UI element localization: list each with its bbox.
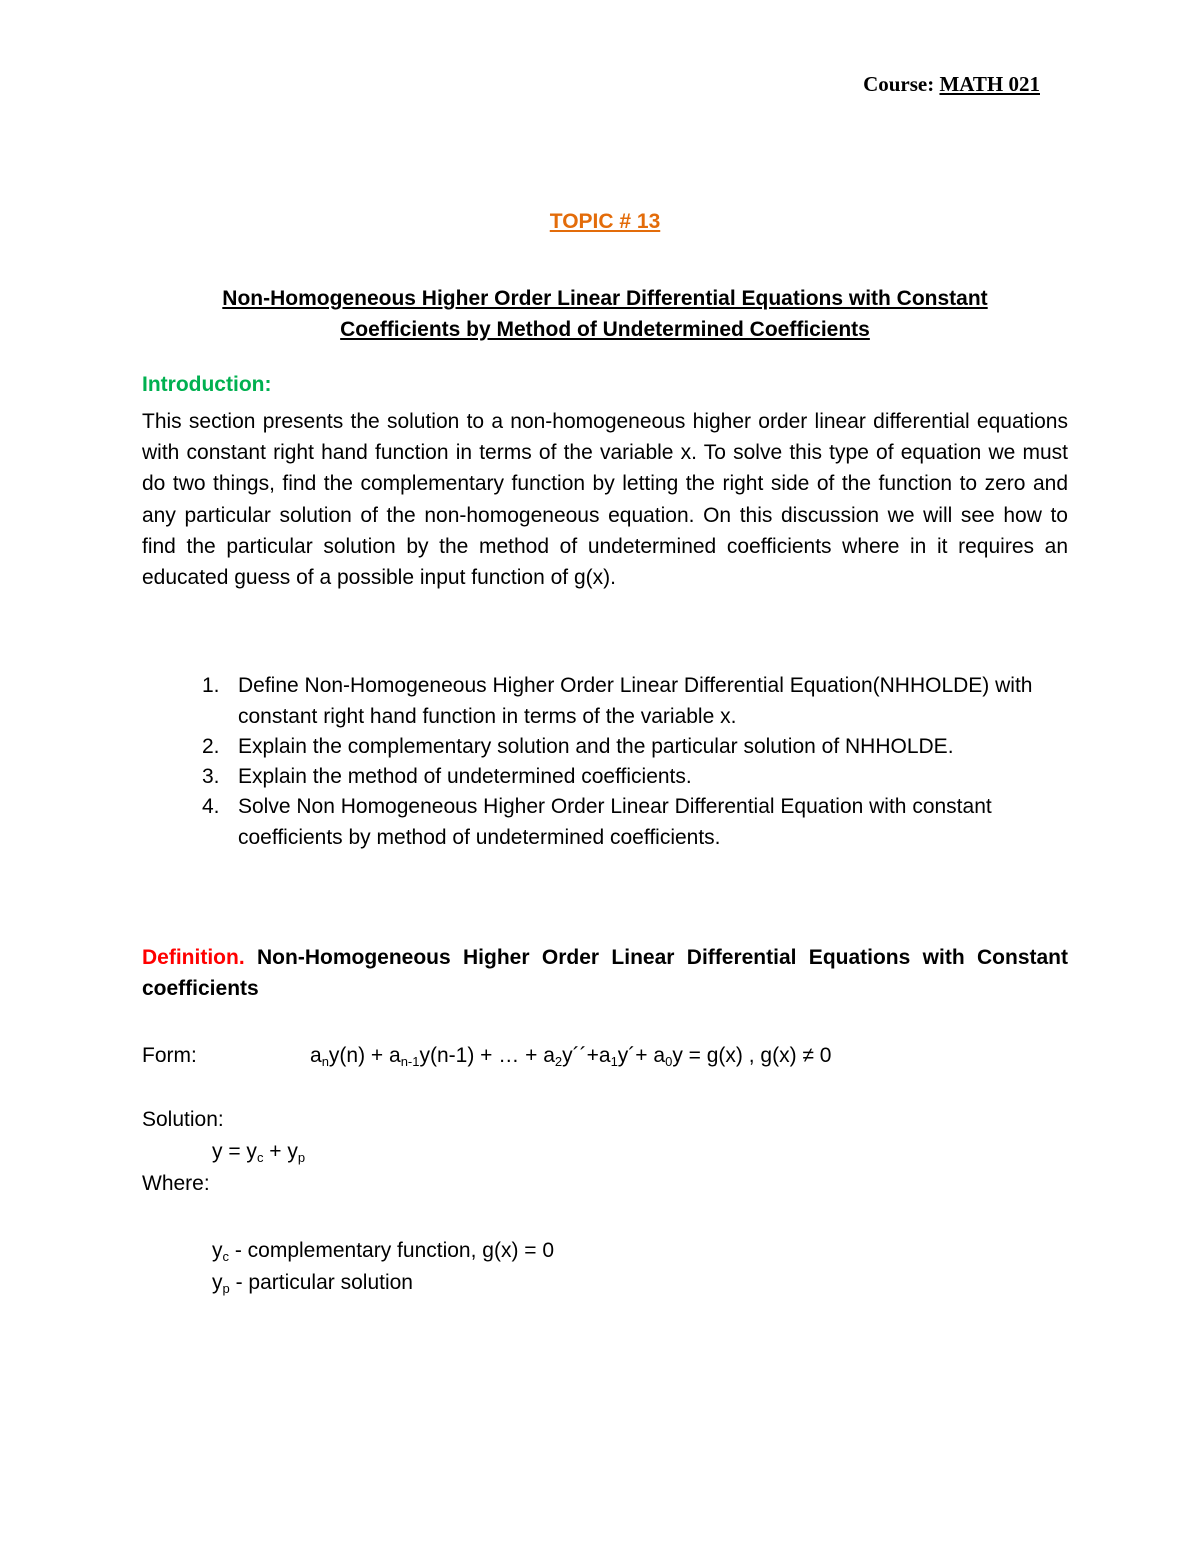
- introduction-heading: Introduction:: [142, 373, 272, 396]
- course-header: [863, 72, 1040, 97]
- topic-heading: TOPIC # 13: [549, 210, 661, 233]
- eq-term: y´´+a: [562, 1044, 611, 1067]
- eq-term: y: [212, 1239, 223, 1262]
- list-item-number: 1.: [202, 674, 220, 697]
- course-code: MATH 021: [939, 72, 1040, 96]
- eq-term: y = y: [212, 1140, 257, 1163]
- eq-subscript: c: [222, 1249, 229, 1264]
- yp-description: - particular solution: [229, 1271, 413, 1294]
- solution-equation: [212, 1140, 305, 1164]
- eq-subscript: p: [222, 1281, 230, 1296]
- list-item-number: 3.: [202, 765, 220, 788]
- eq-subscript: n: [321, 1054, 329, 1069]
- title-line-1: Non-Homogeneous Higher Order Linear Differential Equations with Constant: [222, 287, 988, 310]
- where-label: Where:: [142, 1172, 210, 1195]
- eq-term: y(n) + a: [328, 1044, 401, 1067]
- eq-subscript: 0: [665, 1054, 673, 1069]
- list-item: [142, 670, 1068, 732]
- solution-label: Solution:: [142, 1108, 224, 1131]
- objectives-list: [142, 670, 1068, 852]
- list-item-text: Explain the method of undetermined coefficients.: [238, 765, 692, 788]
- list-item-number: 2.: [202, 735, 220, 758]
- definition-label: Definition.: [142, 946, 245, 969]
- form-equation: [310, 1044, 831, 1068]
- eq-term: y = g(x) , g(x) ≠ 0: [672, 1044, 832, 1067]
- list-item: [142, 791, 1068, 853]
- list-item: [142, 761, 1068, 792]
- eq-subscript: 1: [610, 1054, 618, 1069]
- yc-description: - complementary function, g(x) = 0: [229, 1239, 555, 1262]
- eq-term: y´+ a: [617, 1044, 666, 1067]
- yp-definition: [212, 1271, 413, 1295]
- title-line-2: Coefficients by Method of Undetermined Coefficients: [340, 318, 870, 341]
- list-item-number: 4.: [202, 795, 220, 818]
- eq-term: a: [310, 1044, 322, 1067]
- form-label: Form:: [142, 1044, 197, 1067]
- eq-subscript: c: [256, 1150, 264, 1165]
- yc-definition: [212, 1239, 554, 1263]
- definition-block: [142, 942, 1068, 1004]
- document-title: [142, 283, 1068, 345]
- introduction-body: This section presents the solution to a non-homogeneous higher order linear differential equations with constant right hand function in terms of the variable x. To solve this type of equation we must do two things, find the complementary function by letting the right side of the function to zero and any particular solution of the non-homogeneous equation. On this discussion we will see how to find the particular solution by the method of undetermined coefficients where in it requires an educated guess of a possible input function of g(x).: [142, 410, 1068, 590]
- eq-subscript: p: [297, 1150, 306, 1165]
- eq-term: y(n-1) + … + a: [419, 1044, 555, 1067]
- list-item: [142, 731, 1068, 762]
- list-item-text: Solve Non Homogeneous Higher Order Linear Differential Equation with constant coefficients by method of undetermined coefficients.: [238, 795, 992, 849]
- list-item-text: Define Non-Homogeneous Higher Order Linear Differential Equation(NHHOLDE) with constant right hand function in terms of the variable x.: [238, 674, 1033, 728]
- eq-term: + y: [263, 1140, 298, 1163]
- definition-text: Non-Homogeneous Higher Order Linear Differential Equations with Constant coefficients: [142, 946, 1068, 1000]
- course-label: Course:: [863, 72, 935, 96]
- eq-subscript: n-1: [400, 1054, 420, 1069]
- eq-subscript: 2: [554, 1054, 563, 1069]
- eq-term: y: [212, 1271, 223, 1294]
- list-item-text: Explain the complementary solution and the particular solution of NHHOLDE.: [238, 735, 954, 758]
